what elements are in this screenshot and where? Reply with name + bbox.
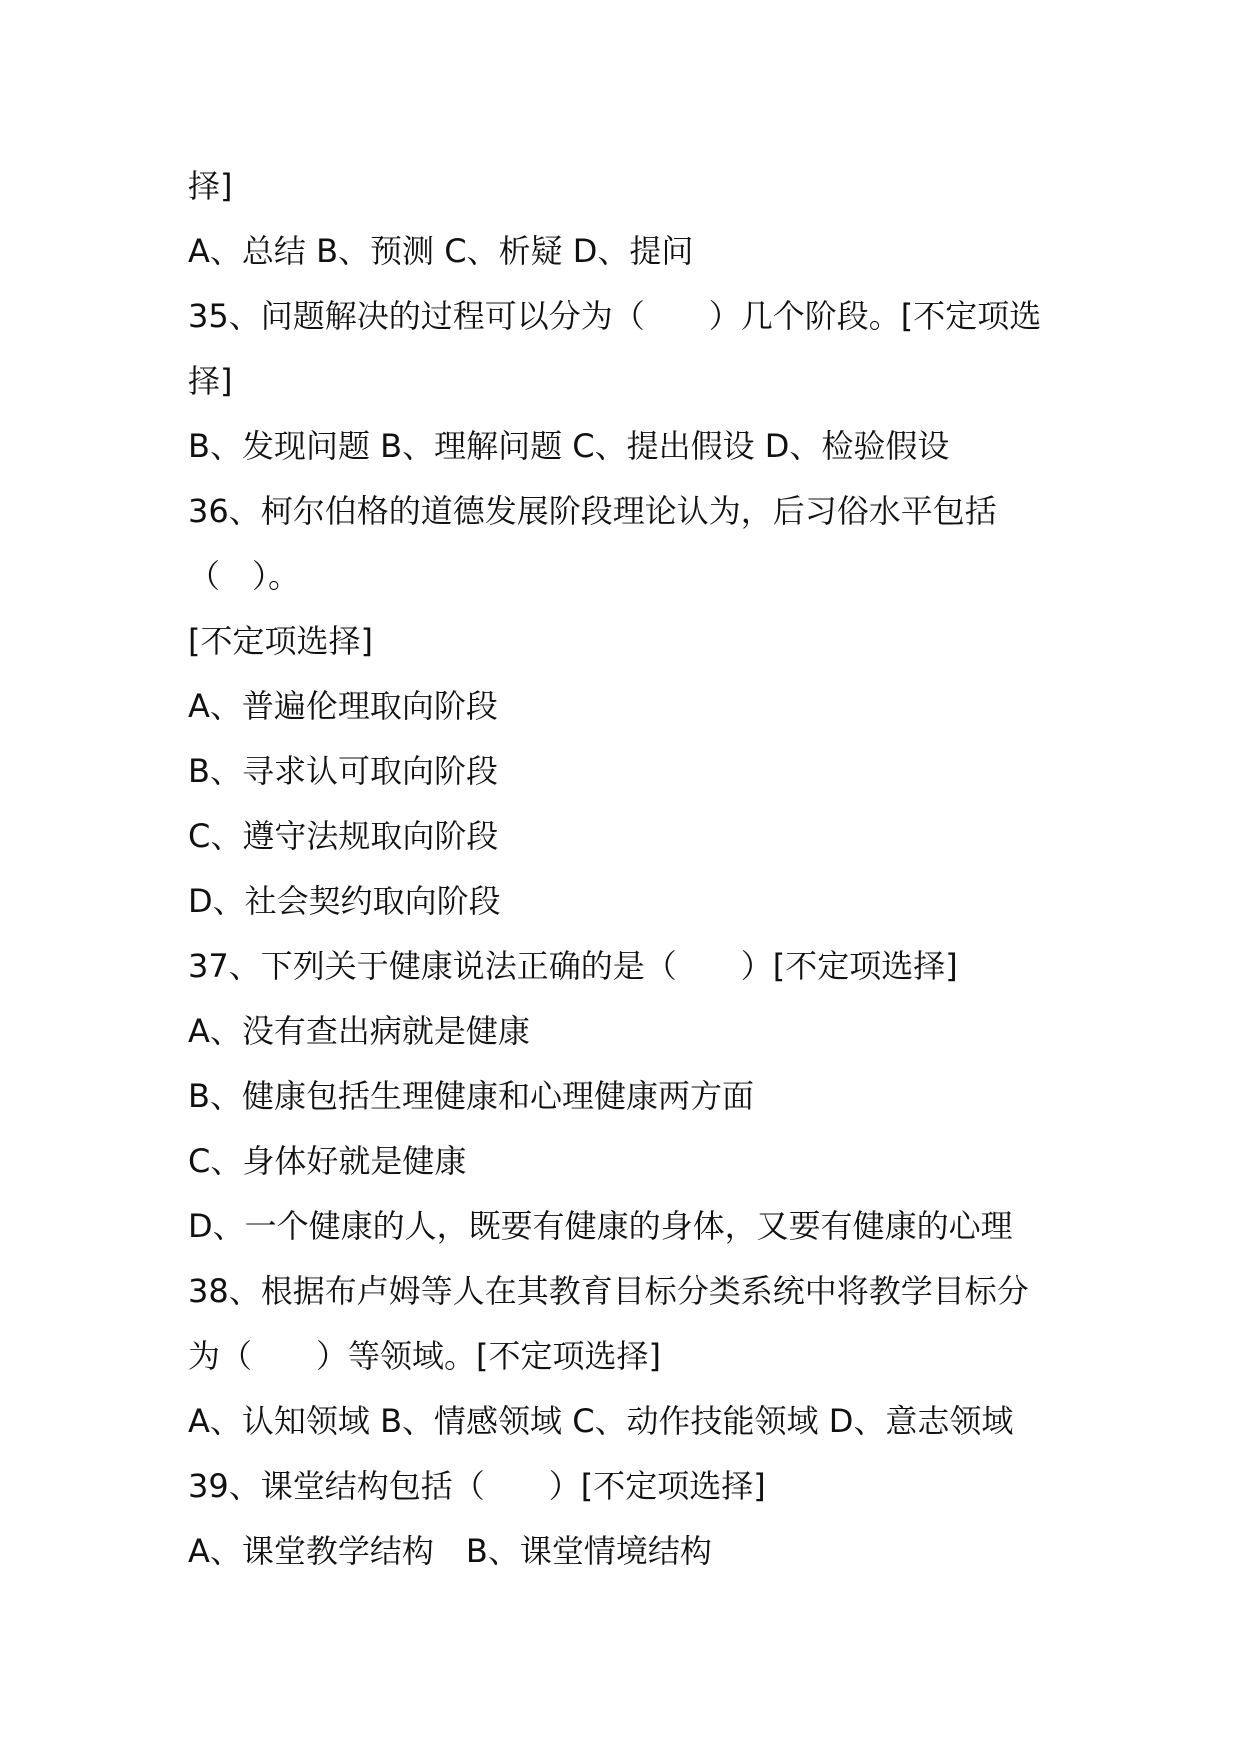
text-line: B、发现问题 B、理解问题 C、提出假设 D、检验假设 xyxy=(188,427,950,465)
text-line: C、身体好就是健康 xyxy=(188,1142,467,1180)
text-line: 36、柯尔伯格的道德发展阶段理论认为，后习俗水平包括 xyxy=(188,492,997,530)
text-line: D、一个健康的人，既要有健康的身体，又要有健康的心理 xyxy=(188,1207,1013,1245)
text-line: 择] xyxy=(188,362,233,400)
question-text-block xyxy=(188,154,1068,1584)
text-line: 38、根据布卢姆等人在其教育目标分类系统中将教学目标分 xyxy=(188,1272,1029,1310)
text-line: 39、课堂结构包括（ ）[不定项选择] xyxy=(188,1467,766,1505)
text-line: A、没有查出病就是健康 xyxy=(188,1012,530,1050)
text-line: 为（ ）等领域。[不定项选择] xyxy=(188,1337,661,1375)
text-line: A、普遍伦理取向阶段 xyxy=(188,687,498,725)
text-line: A、总结 B、预测 C、析疑 D、提问 xyxy=(188,232,694,270)
text-line: 37、下列关于健康说法正确的是（ ）[不定项选择] xyxy=(188,947,958,985)
text-line: （ ）。 xyxy=(188,557,301,595)
text-line: [不定项选择] xyxy=(188,622,373,660)
text-line: D、社会契约取向阶段 xyxy=(188,882,501,920)
text-line: 择] xyxy=(188,167,233,205)
text-line: A、认知领域 B、情感领域 C、动作技能领域 D、意志领域 xyxy=(188,1402,1014,1440)
text-line: A、课堂教学结构 B、课堂情境结构 xyxy=(188,1532,712,1570)
text-line: 35、问题解决的过程可以分为（ ）几个阶段。[不定项选 xyxy=(188,297,1042,335)
text-line: B、健康包括生理健康和心理健康两方面 xyxy=(188,1077,754,1115)
text-line: B、寻求认可取向阶段 xyxy=(188,752,498,790)
text-line: C、遵守法规取向阶段 xyxy=(188,817,499,855)
